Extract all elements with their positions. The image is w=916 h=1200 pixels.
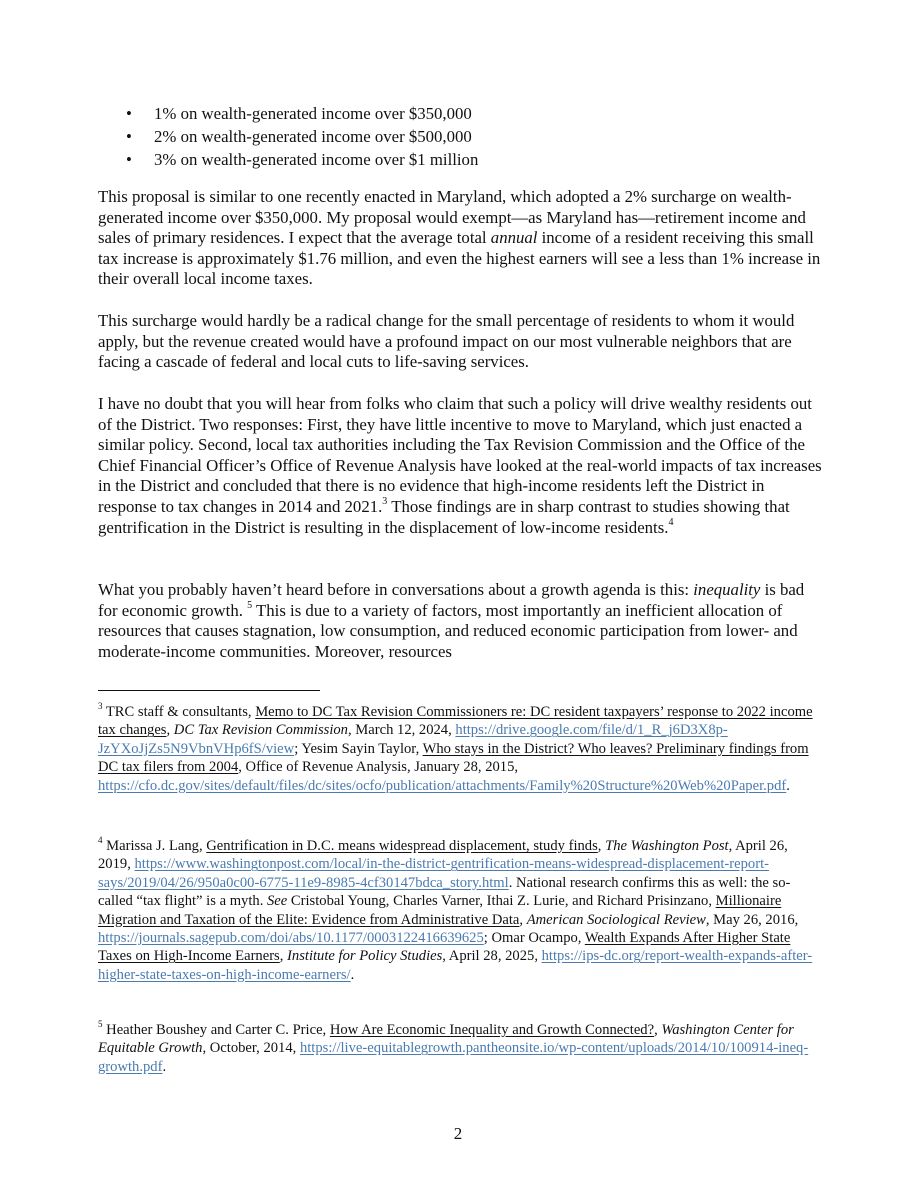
list-item: • 2% on wealth-generated income over $500,000 <box>126 127 472 146</box>
list-item: • 3% on wealth-generated income over $1 million <box>126 150 479 169</box>
footnote-4: $^4$ Marissa J. Lang, Gentrification in D.C. means widespread displacement, study finds, The Washington Post, April 26, 2019, https://www.washingtonpost.com/local/in-the-district-gentrification-means-widespread-displacement-report-says/2019/04/26/950a0c00-6775-11e9-8985-4cf30147bdca_story.html. National research confirms this as well: the so-called “tax flight” is a myth. See Cristobal Young, Charles Varner, Ithai Z. Lurie, and Richard Prisinzano, Millionaire Migration and Taxation of the Elite: Evidence from Administrative Data, American Sociological Review, May 26, 2016, https://journals.sagepub.com/doi/abs/10.1177/0003122416639625; Omar Ocampo, Wealth Expands After Higher State Taxes on High-Income Earners, Institute for Policy Studies, April 28, 2025, https://ips-dc.org/report-wealth-expands-after-higher-state-taxes-on-high-income-earners/. <box>98 835 813 983</box>
bullet-icon: • <box>126 127 132 146</box>
footnote-5: $^5$ Heather Boushey and Carter C. Price, How Are Economic Inequality and Growth Connected?, Washington Center for Equitable Growth, October, 2014, https://live-equitablegrowth.pantheonsite.io/wp-content/uploads/2014/10/100914-ineq-growth.pdf. <box>98 1019 809 1075</box>
footnote-divider <box>98 690 320 691</box>
surcharge-rate-list <box>98 102 824 171</box>
bullet-icon: • <box>126 104 132 123</box>
footnote-link[interactable]: https://live-equitablegrowth.pantheonsite.io/wp-content/uploads/2014/10/100914-ineq-growth.pdf <box>98 1040 809 1075</box>
paragraph-inequality-growth: What you probably haven’t heard before in conversations about a growth agenda is this: inequality is bad for economic growth. $^5$ This is due to a variety of factors, most importantly an inefficient allocation of resources that causes stagnation, low consumption, and reduced economic participation from lower- and moderate-income communities. Moreover, resources <box>98 580 805 661</box>
footnote-link[interactable]: https://www.washingtonpost.com/local/in-the-district-gentrification-means-widespread-displacement-report-says/2019/04/26/950a0c00-6775-11e9-8985-4cf30147bdca_story.html <box>98 856 769 891</box>
paragraph-tax-flight-response: I have no doubt that you will hear from folks who claim that such a policy will drive wealthy residents out of the District. Two responses: First, they have little incentive to move to Maryland, which just enacted a similar policy. Second, local tax authorities including the Tax Revision Commission and the Office of the Chief Financial Officer’s Office of Revenue Analysis have looked at the real-world impacts of tax increases in the District and concluded that there is no evidence that high-income residents left the District in response to tax changes in 2014 and 2021.$^3$ Those findings are in sharp contrast to studies showing that gentrification in the District is resulting in the displacement of low-income residents.$^4$ <box>98 394 822 537</box>
footnote-ref-4[interactable]: 4 <box>668 516 674 528</box>
footnote-ref-3[interactable]: 3 <box>382 496 388 508</box>
footnote-link[interactable]: https://cfo.dc.gov/sites/default/files/dc/sites/ocfo/publication/attachments/Family%20Structure%20Web%20Paper.pdf <box>98 777 787 794</box>
paragraph-surcharge-impact: This surcharge would hardly be a radical change for the small percentage of residents to whom it would apply, but the revenue created would have a profound impact on our most vulnerable neighbors that are facing a cascade of federal and local cuts to life-saving services. <box>98 311 795 372</box>
footnote-link[interactable]: https://journals.sagepub.com/doi/abs/10.1177/0003122416639625 <box>98 930 484 947</box>
page-number: 2 <box>453 1124 463 1143</box>
footnote-3: $^3$ TRC staff & consultants, Memo to DC Tax Revision Commissioners re: DC resident taxpayers’ response to 2022 income tax changes, DC Tax Revision Commission, March 12, 2024, https://drive.google.com/file/d/1_R_j6D3X8p-JzYXoJjZs5N9VbnVHp6fS/view; Yesim Sayin Taylor, Who stays in the District? Who leaves? Preliminary findings from DC tax filers from 2004, Office of Revenue Analysis, January 28, 2015, https://cfo.dc.gov/sites/default/files/dc/sites/ocfo/publication/attachments/Family%20Structure%20Web%20Paper.pdf. <box>98 701 813 794</box>
footnote-ref-5[interactable]: 5 <box>247 600 253 611</box>
list-item: • 1% on wealth-generated income over $350,000 <box>126 104 472 123</box>
bullet-icon: • <box>126 150 132 169</box>
footnote-link[interactable]: https://drive.google.com/file/d/1_R_j6D3X8p-JzYXoJjZs5N9VbnVHp6fS/view <box>98 722 728 757</box>
footnote-link[interactable]: https://ips-dc.org/report-wealth-expands-after-higher-state-taxes-on-high-income-earners/ <box>98 948 813 983</box>
paragraph-maryland-comparison: This proposal is similar to one recently enacted in Maryland, which adopted a 2% surcharge on wealth-generated income over $350,000. My proposal would exempt—as Maryland has—retirement income and sales of primary residences. I expect that the average total annual income of a resident receiving this small tax increase is approximately $1.76 million, and even the highest earners will see a less than 1% increase in their overall local income taxes. <box>98 187 821 289</box>
